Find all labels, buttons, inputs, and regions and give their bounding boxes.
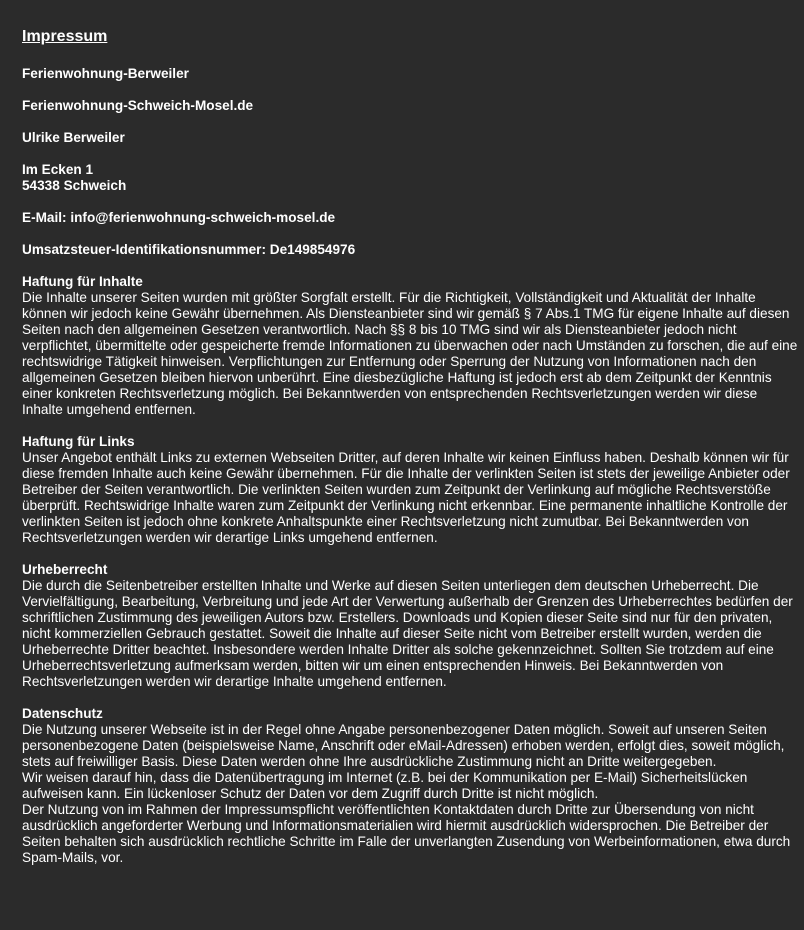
vat-id-line: Umsatzsteuer-Identifikationsnummer: De149854976: [22, 242, 356, 257]
section-heading: Haftung für Inhalte: [22, 274, 143, 289]
address-city: 54338 Schweich: [22, 178, 127, 193]
address-street: Im Ecken 1: [22, 162, 94, 177]
section-paragraph: Der Nutzung von im Rahmen der Impressumspflicht veröffentlichten Kontaktdaten durch Dritte zur Übersendung von nicht ausdrücklich angeforderter Werbung und Informationsmaterialien wird hiermit ausdrücklich widersprochen. Die Betreiber der Seiten behalten sich ausdrücklich rechtliche Schritte im Falle der unverlangten Zusendung von Werbeinformationen, etwa durch Spam-Mails, vor.: [22, 802, 791, 865]
section-heading: Datenschutz: [22, 706, 103, 721]
section-paragraph: Die Inhalte unserer Seiten wurden mit größter Sorgfalt erstellt. Für die Richtigkeit, Vollständigkeit und Aktualität der Inhalte können wir jedoch keine Gewähr übernehmen. Als Diensteanbieter sind wir gemäß § 7 Abs.1 TMG für eigene Inhalte auf diesen Seiten nach den allgemeinen Gesetzen verantwortlich. Nach §§ 8 bis 10 TMG sind wir als Diensteanbieter jedoch nicht verpflichtet, übermittelte oder gespeicherte fremde Informationen zu überwachen oder nach Umständen zu forschen, die auf eine rechtswidrige Tätigkeit hinweisen. Verpflichtungen zur Entfernung oder Sperrung der Nutzung von Informationen nach den allgemeinen Gesetzen bleiben hiervon unberührt. Eine diesbezügliche Haftung ist jedoch erst ab dem Zeitpunkt der Kenntnis einer konkreten Rechtsverletzung möglich. Bei Bekanntwerden von entsprechenden Rechtsverletzungen werden wir diese Inhalte umgehend entfernen.: [22, 290, 798, 417]
email-line: E-Mail: info@ferienwohnung-schweich-mosel.de: [22, 210, 336, 225]
owner-name: Ulrike Berweiler: [22, 130, 125, 145]
section-heading: Haftung für Links: [22, 434, 135, 449]
section-paragraph: Wir weisen darauf hin, dass die Datenübertragung im Internet (z.B. bei der Kommunikation per E-Mail) Sicherheitslücken aufweisen kann. Ein lückenloser Schutz der Daten vor dem Zugriff durch Dritte ist nicht möglich.: [22, 770, 748, 801]
section-heading: Urheberrecht: [22, 562, 108, 577]
section-haftung-inhalte: [22, 274, 798, 418]
section-paragraph: Unser Angebot enthält Links zu externen Webseiten Dritter, auf deren Inhalte wir keinen Einfluss haben. Deshalb können wir für diese fremden Inhalte auch keine Gewähr übernehmen. Für die Inhalte der verlinkten Seiten ist stets der jeweilige Anbieter oder Betreiber der Seiten verantwortlich. Die verlinkten Seiten wurden zum Zeitpunkt der Verlinkung auf mögliche Rechtsverstöße überprüft. Rechtswidrige Inhalte waren zum Zeitpunkt der Verlinkung nicht erkennbar. Eine permanente inhaltliche Kontrolle der verlinkten Seiten ist jedoch ohne konkrete Anhaltspunkte einer Rechtsverletzung nicht zumutbar. Bei Bekanntwerden von Rechtsverletzungen werden wir derartige Links umgehend entfernen.: [22, 450, 790, 545]
website-name: Ferienwohnung-Schweich-Mosel.de: [22, 98, 254, 113]
section-haftung-links: [22, 434, 798, 546]
section-datenschutz: [22, 706, 798, 866]
impressum-page: [22, 28, 798, 882]
section-urheberrecht: [22, 562, 798, 690]
address-block: [22, 162, 798, 194]
section-paragraph: Die Nutzung unserer Webseite ist in der Regel ohne Angabe personenbezogener Daten möglich. Soweit auf unseren Seiten personenbezogene Daten (beispielsweise Name, Anschrift oder eMail-Adressen) erhoben werden, erfolgt dies, soweit möglich, stets auf freiwilliger Basis. Diese Daten werden ohne Ihre ausdrückliche Zustimmung nicht an Dritte weitergegeben.: [22, 722, 785, 769]
company-name: Ferienwohnung-Berweiler: [22, 66, 189, 81]
section-paragraph: Die durch die Seitenbetreiber erstellten Inhalte und Werke auf diesen Seiten unterliegen dem deutschen Urheberrecht. Die Vervielfältigung, Bearbeitung, Verbreitung und jede Art der Verwertung außerhalb der Grenzen des Urheberrechtes bedürfen der schriftlichen Zustimmung des jeweiligen Autors bzw. Erstellers. Downloads und Kopien dieser Seite sind nur für den privaten, nicht kommerziellen Gebrauch gestattet. Soweit die Inhalte auf dieser Seite nicht vom Betreiber erstellt wurden, werden die Urheberrechte Dritter beachtet. Insbesondere werden Inhalte Dritter als solche gekennzeichnet. Sollten Sie trotzdem auf eine Urheberrechtsverletzung aufmerksam werden, bitten wir um einen entsprechenden Hinweis. Bei Bekanntwerden von Rechtsverletzungen werden wir derartige Inhalte umgehend entfernen.: [22, 578, 793, 689]
page-title: Impressum: [22, 28, 108, 45]
